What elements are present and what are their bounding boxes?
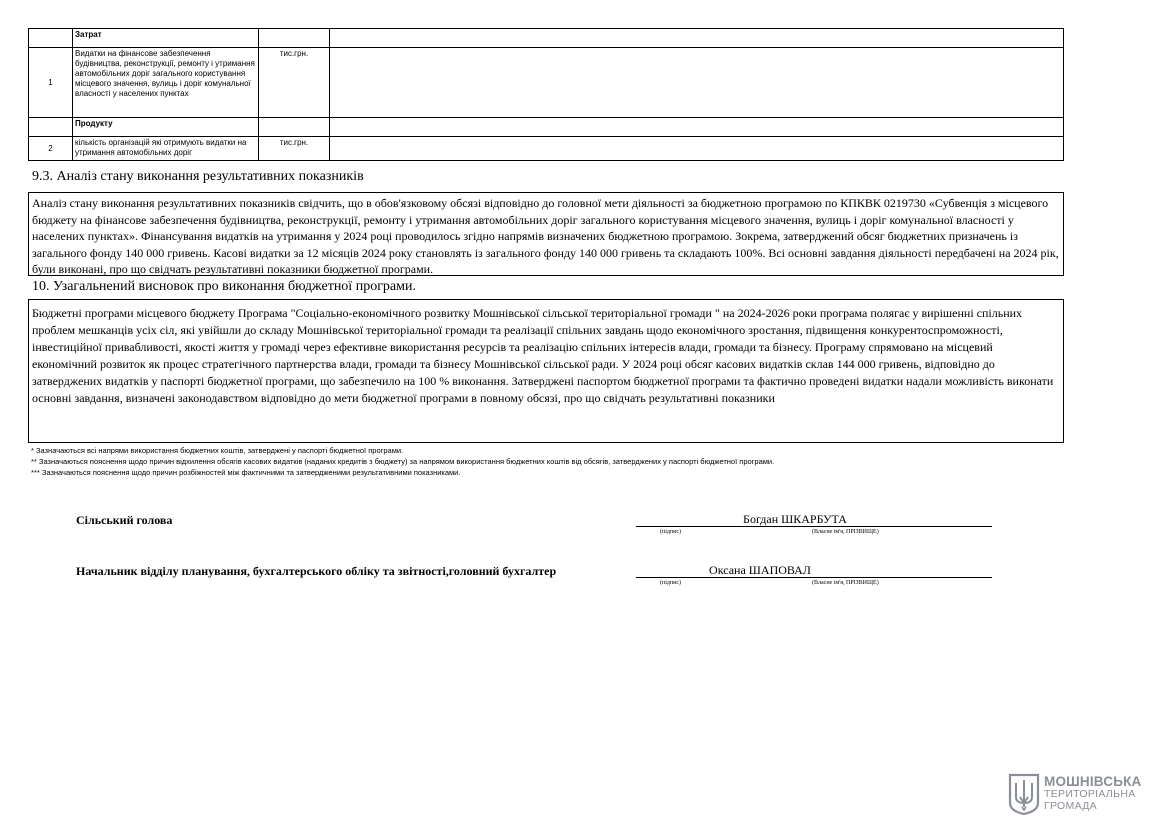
signature-line — [636, 577, 992, 578]
trident-icon — [1008, 773, 1040, 815]
indicator-name: кількість організацій які отримують видатки на утримання автомобільних доріг — [73, 137, 259, 161]
group-cost-label: Затрат — [73, 29, 259, 48]
table-row — [29, 137, 1064, 161]
signature-name: Богдан ШКАРБУТА — [743, 512, 847, 526]
section-10-text: Бюджетні програми місцевого бюджету Програма "Соціально-економічного розвитку Мошнівської сільської територіальної громади " на 2024-2026 роки програма полягає у вирішенні спільних проблем мешканців усіх сіл, які увійшли до складу Мошнівської територіальної громади та реалізації спільних завдань щодо економічного зростання, підвищення конкурентоспроможності, інвестиційної привабливості, якості життя у громаді через ефективне використання ресурсів та реалізацію спільних інтересів влади, громади та бізнесу. Програму спрямовано на місцевий економічний розвиток як процес стратегічного партнерства влади, громади та бізнесу Мошнівської сільської ради. У 2024 році обсяг касових видатків склав 144 000 гривень, відповідно до затверджених видатків у паспорті бюджетної програми, що забезпечило на 100 % виконання. Затверджені паспортом бюджетної програми та фактично проведені видатки надали можливість виконати основні завдання, визначені законодавством відповідно до мети бюджетної програми в повному обсязі, про що свідчать результативні показники — [28, 299, 1064, 443]
section-10-title: 10. Узагальнений висновок про виконання бюджетної програми. — [32, 279, 416, 294]
signature-role: Начальник відділу планування, бухгалтерського обліку та звітності,головний бухгалтер — [76, 564, 557, 578]
section-9-3-text: Аналіз стану виконання результативних показників свідчить, що в обов'язковому обсязі відповідно до головної мети діяльності за бюджетною програмою по КПКВК 0219730 «Субвенція з місцевого бюджету на фінансове забезпечення будівництва, реконструкції, ремонту і утримання автомобільних доріг загального користування місцевого значення, вулиць і доріг комунальної власності у населених пунктах». Фінансування видатків на утримання у 2024 році проводилось згідно напрямів визначених бюджетною програмою. Зокрема, затверджений обсяг бюджетних призначень із загального фонду 140 000 гривень. Касові видатки за 12 місяців 2024 року становлять із загального фонду 140 000 гривень та складають 100%. Всі основні завдання діяльності передбачені на 2024 рік, були виконані, про що свідчать результативні показники бюджетної програми. — [28, 192, 1064, 276]
signature-hint: (підпис) — [660, 529, 682, 535]
signature-name: Оксана ШАПОВАЛ — [709, 563, 811, 577]
signature-role: Сільський голова — [76, 513, 173, 527]
signature-line — [636, 526, 992, 527]
name-hint: (Власне ім'я, ПРІЗВИЩЕ) — [812, 529, 879, 535]
footnote: *** Зазначаються пояснення щодо причин розбіжностей між фактичними та затвердженими результативними показниками. — [31, 468, 461, 477]
row-number: 1 — [29, 48, 73, 118]
indicators-table — [28, 28, 1064, 161]
row-number: 2 — [29, 137, 73, 161]
logo-line-3: ГРОМАДА — [1044, 800, 1097, 812]
section-9-3-title: 9.3. Аналіз стану виконання результативних показників — [32, 169, 364, 184]
footnotes — [31, 445, 774, 478]
indicator-unit: тис.грн. — [259, 48, 330, 118]
signature-hint: (підпис) — [660, 580, 682, 586]
indicator-name: Видатки на фінансове забезпечення будівництва, реконструкції, ремонту і утримання автомобільних доріг загального користування місцевого значення, вулиць і доріг комунальної власності у населених пунктах — [73, 48, 259, 118]
footnote: ** Зазначаються пояснення щодо причин відхилення обсягів касових видатків (наданих кредитів з бюджету) за напрямом використання бюджетних коштів від обсягів, затверджених у паспорті бюджетної програми. — [31, 457, 775, 466]
logo-line-2: ТЕРИТОРІАЛЬНА — [1044, 788, 1136, 800]
group-product-label: Продукту — [73, 118, 259, 137]
logo-line-1: МОШНІВСЬКА — [1044, 774, 1142, 789]
footnote: * Зазначаються всі напрями використання бюджетних коштів, затверджені у паспорті бюджетної програми. — [31, 446, 404, 455]
table-row — [29, 48, 1064, 118]
table-row — [29, 29, 1064, 48]
name-hint: (Власне ім'я, ПРІЗВИЩЕ) — [812, 580, 879, 586]
indicator-unit: тис.грн. — [259, 137, 330, 161]
table-row — [29, 118, 1064, 137]
